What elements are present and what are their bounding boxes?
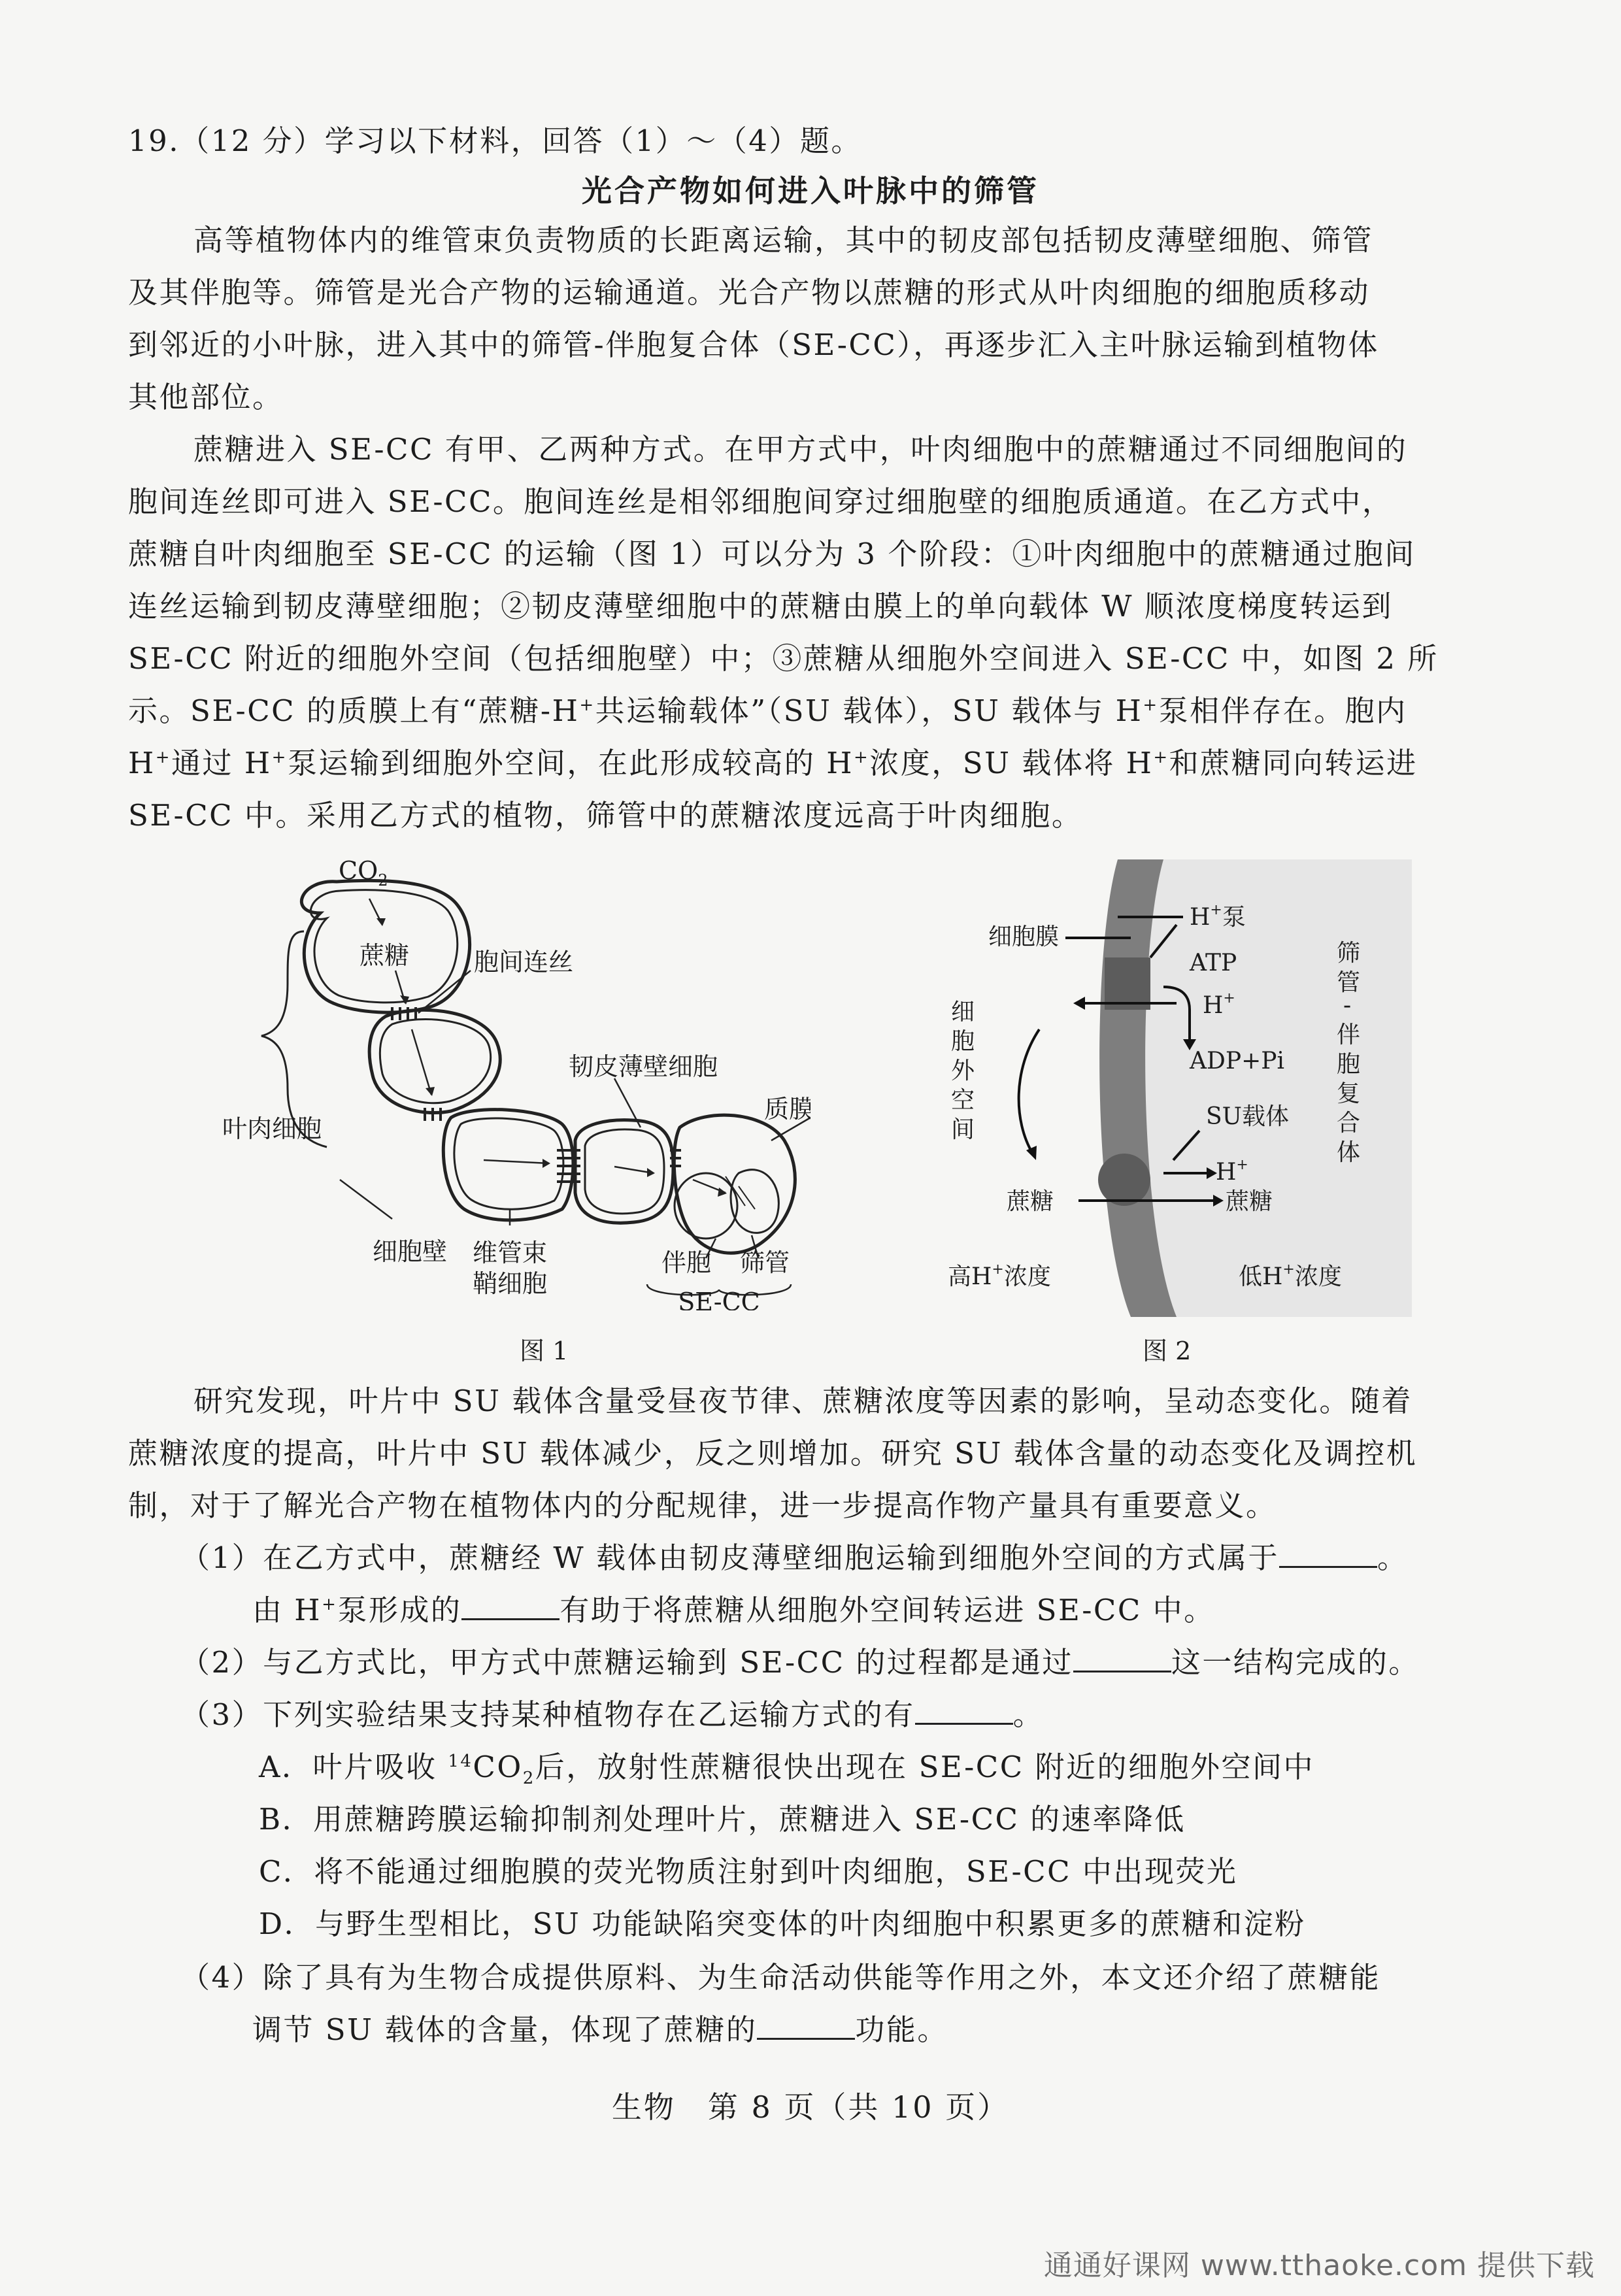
svg-text:管: 管 bbox=[1337, 969, 1361, 996]
secc-vertical-label bbox=[1337, 940, 1360, 1166]
svg-text:外: 外 bbox=[951, 1057, 975, 1084]
adp-label: ADP+Pi bbox=[1190, 1048, 1284, 1074]
bundle-sheath-label-2: 鞘细胞 bbox=[472, 1269, 548, 1298]
sucrose-label: 蔗糖 bbox=[359, 941, 410, 970]
membrane-label: 细胞膜 bbox=[988, 923, 1059, 950]
sucrose-right-label: 蔗糖 bbox=[1226, 1188, 1273, 1215]
q2-blank[interactable] bbox=[1073, 1644, 1171, 1672]
q2-line: （2）与乙方式比，甲方式中蔗糖运输到 SE-CC 的过程都是通过 这一结构完成的。 bbox=[180, 1645, 1420, 1680]
plasma-membrane-label: 质膜 bbox=[763, 1095, 811, 1123]
svg-text:筛: 筛 bbox=[1337, 940, 1361, 967]
p2-line4: 连丝运输到韧皮薄壁细胞；②韧皮薄壁细胞中的蔗糖由膜上的单向载体 W 顺浓度梯度转运到 bbox=[128, 589, 1393, 624]
q3-blank[interactable] bbox=[915, 1697, 1013, 1725]
p1-line1: 高等植物体内的维管束负责物质的长距离运输，其中的韧皮部包括韧皮薄壁细胞、筛管 bbox=[193, 223, 1374, 258]
p3-line3: 制，对于了解光合产物在植物体内的分配规律，进一步提高作物产量具有重要意义。 bbox=[128, 1488, 1277, 1523]
p2-line2: 胞间连丝即可进入 SE-CC。胞间连丝是相邻细胞间穿过细胞壁的细胞质通道。在乙方式中， bbox=[128, 484, 1394, 519]
q4-line2: 调节 SU 载体的含量，体现了蔗糖的 功能。 bbox=[252, 2012, 948, 2047]
h-pump-label: H+泵 bbox=[1190, 902, 1246, 931]
atp-label: ATP bbox=[1190, 950, 1237, 976]
figure-1-diagram bbox=[222, 853, 811, 1310]
p2-line5: SE-CC 附近的细胞外空间（包括细胞壁）中；③蔗糖从细胞外空间进入 SE-CC 中，如图 2 所 bbox=[128, 641, 1439, 676]
svg-text:胞: 胞 bbox=[1337, 1051, 1361, 1078]
h-plus-label-2: H+ bbox=[1216, 1157, 1248, 1186]
su-carrier-label: SU载体 bbox=[1206, 1103, 1290, 1130]
sieve-label: 筛管 bbox=[739, 1248, 790, 1277]
mesophyll-label: 叶肉细胞 bbox=[222, 1114, 322, 1143]
option-b: B．用蔗糖跨膜运输抑制剂处理叶片，蔗糖进入 SE-CC 的速率降低 bbox=[259, 1802, 1186, 1837]
p1-line2: 及其伴胞等。筛管是光合产物的运输通道。光合产物以蔗糖的形式从叶肉细胞的细胞质移动 bbox=[128, 275, 1371, 310]
p2-line6: 示。SE-CC 的质膜上有“蔗糖-H+共运输载体”（SU 载体），SU 载体与 H+泵相伴存在。胞内 bbox=[128, 693, 1407, 728]
q1-blank-1[interactable] bbox=[1279, 1540, 1377, 1568]
watermark: 通通好课网 www.tthaoke.com 提供下载 bbox=[1043, 2249, 1595, 2282]
svg-text:胞: 胞 bbox=[951, 1028, 975, 1055]
article-title: 光合产物如何进入叶脉中的筛管 bbox=[582, 173, 1039, 208]
companion-label: 伴胞 bbox=[661, 1248, 712, 1277]
figure-2 bbox=[902, 853, 1412, 1326]
svg-text:合: 合 bbox=[1337, 1110, 1361, 1137]
p2-line3: 蔗糖自叶肉细胞至 SE-CC 的运输（图 1）可以分为 3 个阶段：①叶肉细胞中的蔗糖通过胞间 bbox=[128, 537, 1416, 571]
svg-text:伴: 伴 bbox=[1337, 1022, 1361, 1048]
low-h-label: 低H+浓度 bbox=[1239, 1261, 1342, 1290]
svg-text:间: 间 bbox=[951, 1116, 975, 1143]
figure-1-caption: 图 1 bbox=[520, 1337, 569, 1365]
option-d: D．与野生型相比，SU 功能缺陷突变体的叶肉细胞中积累更多的蔗糖和淀粉 bbox=[259, 1906, 1306, 1941]
phloem-parenchyma-label: 韧皮薄壁细胞 bbox=[569, 1052, 718, 1081]
svg-text:-: - bbox=[1343, 992, 1352, 1019]
page-footer: 生物 第 8 页（共 10 页） bbox=[611, 2089, 1010, 2125]
bundle-sheath-label-1: 维管束 bbox=[472, 1239, 548, 1267]
plasmodesmata-label: 胞间连丝 bbox=[474, 948, 574, 976]
option-a: A．叶片吸收 $^{14}CO_2$后，放射性蔗糖很快出现在 SE-CC 附近的细胞外空间中 bbox=[259, 1750, 1314, 1788]
secc-label: SE-CC bbox=[678, 1288, 760, 1310]
q1-line1: （1）在乙方式中，蔗糖经 W 载体由韧皮薄壁细胞运输到细胞外空间的方式属于 。 bbox=[180, 1540, 1409, 1575]
figure-2-diagram bbox=[902, 853, 1412, 1323]
p1-line4: 其他部位。 bbox=[128, 380, 284, 414]
h-plus-label-1: H+ bbox=[1203, 990, 1235, 1019]
svg-text:细: 细 bbox=[951, 999, 975, 1025]
p2-line8: SE-CC 中。采用乙方式的植物，筛管中的蔗糖浓度远高于叶肉细胞。 bbox=[128, 798, 1083, 833]
p2-line1: 蔗糖进入 SE-CC 有甲、乙两种方式。在甲方式中，叶肉细胞中的蔗糖通过不同细胞间的 bbox=[193, 432, 1408, 467]
figure-2-caption: 图 2 bbox=[1143, 1337, 1192, 1365]
q1-line2: 由 H+泵形成的 有助于将蔗糖从细胞外空间转运进 SE-CC 中。 bbox=[252, 1593, 1215, 1627]
p3-line2: 蔗糖浓度的提高，叶片中 SU 载体减少，反之则增加。研究 SU 载体含量的动态变化及调控机 bbox=[128, 1436, 1418, 1471]
svg-text:体: 体 bbox=[1337, 1139, 1361, 1166]
option-c: C．将不能通过细胞膜的荧光物质注射到叶肉细胞，SE-CC 中出现荧光 bbox=[259, 1854, 1238, 1889]
co2-label: $CO_2$ bbox=[339, 856, 388, 890]
q4-blank[interactable] bbox=[757, 2012, 855, 2040]
q3-line: （3）下列实验结果支持某种植物存在乙运输方式的有 。 bbox=[180, 1697, 1044, 1732]
question-header: 19.（12 分）学习以下材料，回答（1）～（4）题。 bbox=[128, 124, 862, 158]
svg-text:复: 复 bbox=[1337, 1080, 1361, 1107]
p1-line3: 到邻近的小叶脉，进入其中的筛管-伴胞复合体（SE-CC），再逐步汇入主叶脉运输到植物体 bbox=[128, 327, 1379, 362]
sucrose-left-label: 蔗糖 bbox=[1007, 1188, 1054, 1215]
cell-wall-label: 细胞壁 bbox=[373, 1237, 448, 1266]
svg-text:空: 空 bbox=[951, 1087, 975, 1114]
q1-blank-2[interactable] bbox=[461, 1592, 560, 1620]
figure-1 bbox=[222, 853, 811, 1313]
p2-line7: H+通过 H+泵运输到细胞外空间，在此形成较高的 H+浓度，SU 载体将 H+和蔗糖同向转运进 bbox=[128, 746, 1418, 780]
q4-line1: （4）除了具有为生物合成提供原料、为生命活动供能等作用之外，本文还介绍了蔗糖能 bbox=[180, 1960, 1381, 1995]
extracellular-space-label bbox=[951, 999, 975, 1143]
high-h-label: 高H+浓度 bbox=[948, 1261, 1051, 1290]
p3-line1: 研究发现，叶片中 SU 载体含量受昼夜节律、蔗糖浓度等因素的影响，呈动态变化。随着 bbox=[193, 1384, 1412, 1418]
